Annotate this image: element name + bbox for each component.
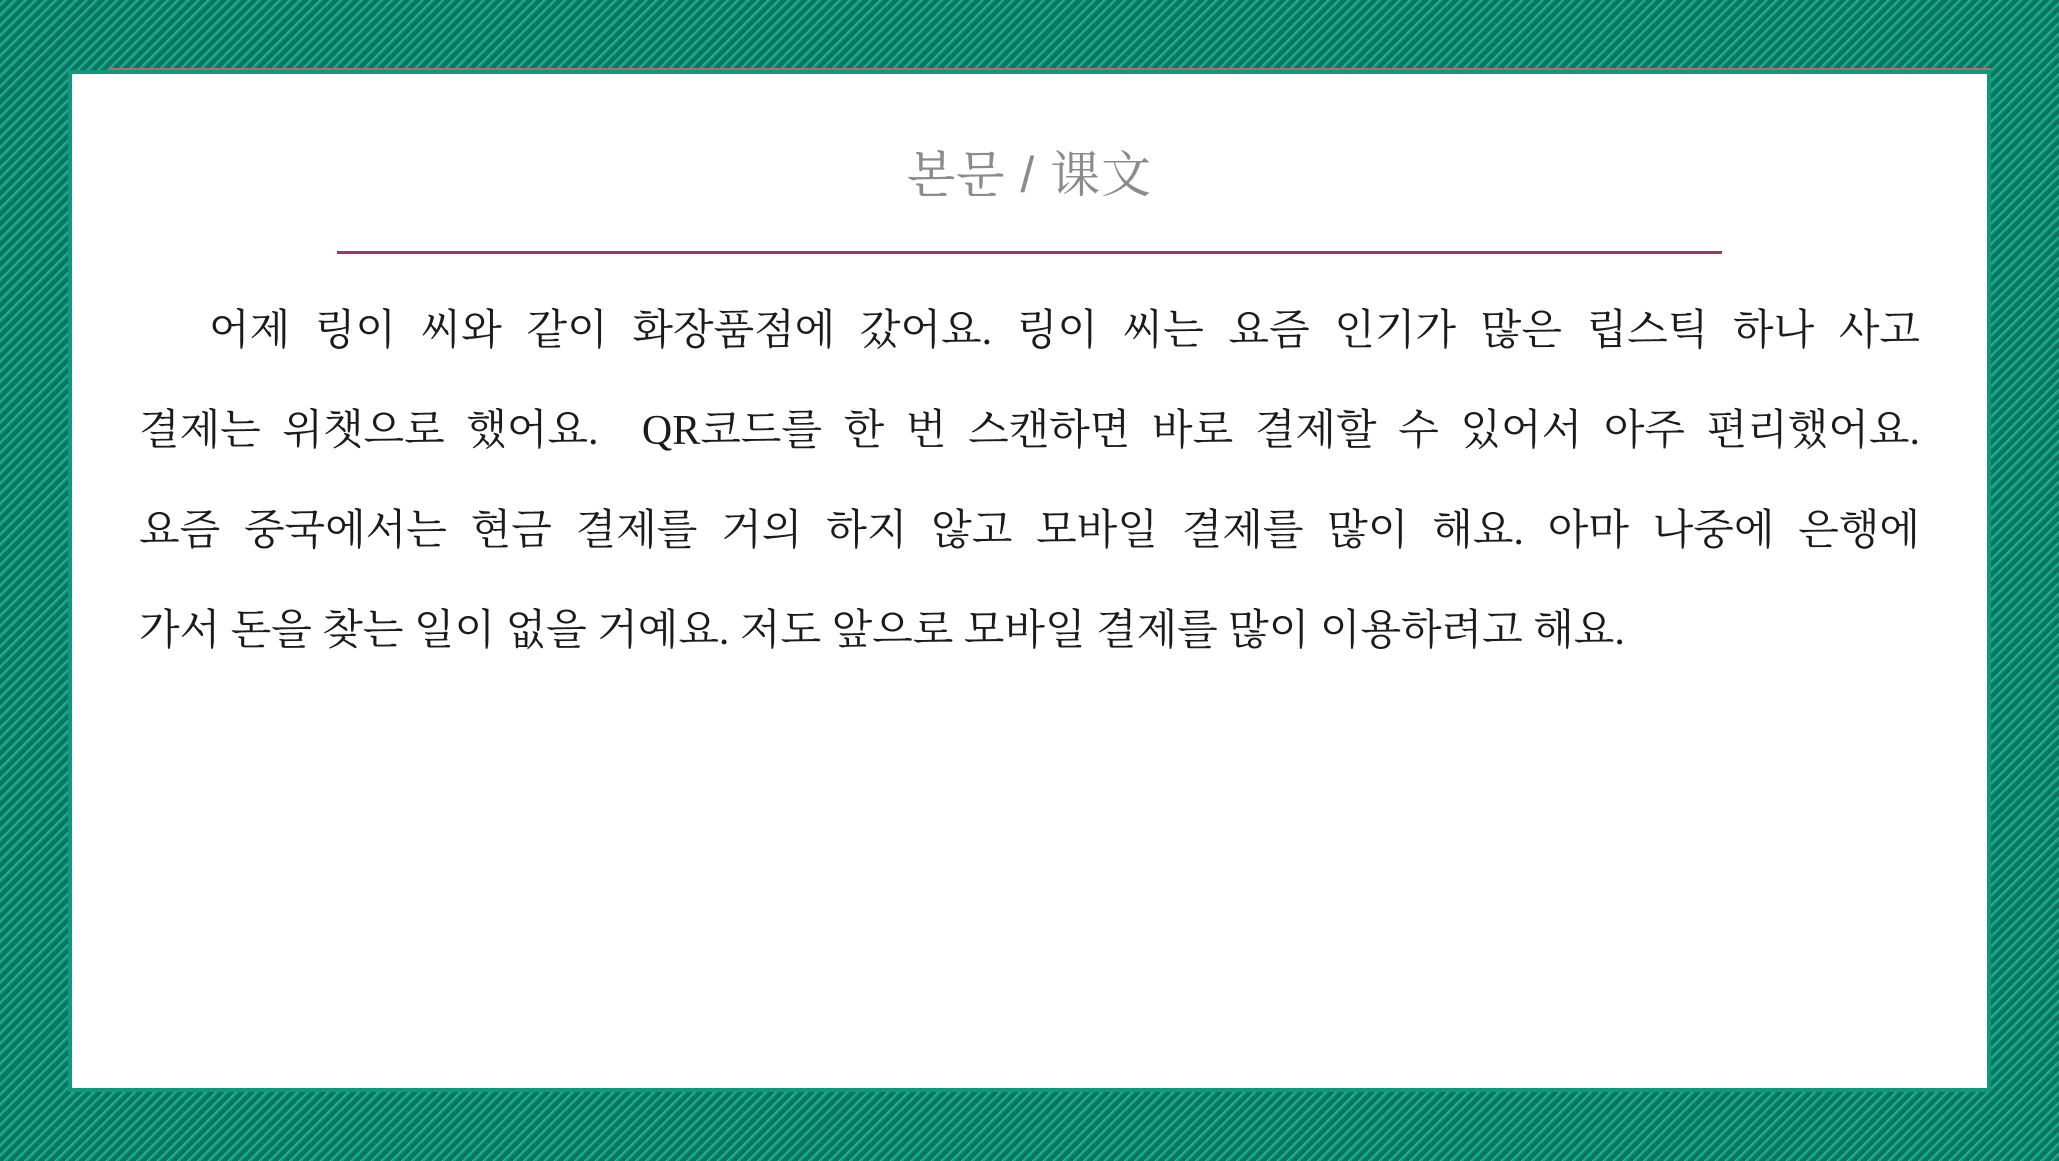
paragraph-line: 가서 돈을 찾는 일이 없을 거예요. 저도 앞으로 모바일 결제를 많이 이용하려고 해요. — [139, 608, 1625, 654]
content-card — [68, 70, 1991, 1092]
title-divider-line — [337, 251, 1722, 254]
paragraph-line: 어제 링이 씨와 같이 화장품점에 갔어요. 링이 씨는 요즘 인기가 많은 립스틱 하나 사고 — [209, 308, 1920, 354]
lesson-paragraph — [72, 281, 1987, 681]
paragraph-line: 결제는 위챗으로 했어요. QR코드를 한 번 스캔하면 바로 결제할 수 있어서 아주 편리했어요. — [139, 408, 1920, 454]
page-title: 본문 / 课文 — [906, 147, 1153, 203]
paragraph-line: 요즘 중국에서는 현금 결제를 거의 하지 않고 모바일 결제를 많이 해요. 아마 나중에 은행에 — [139, 508, 1920, 554]
top-accent-line — [108, 68, 1991, 70]
